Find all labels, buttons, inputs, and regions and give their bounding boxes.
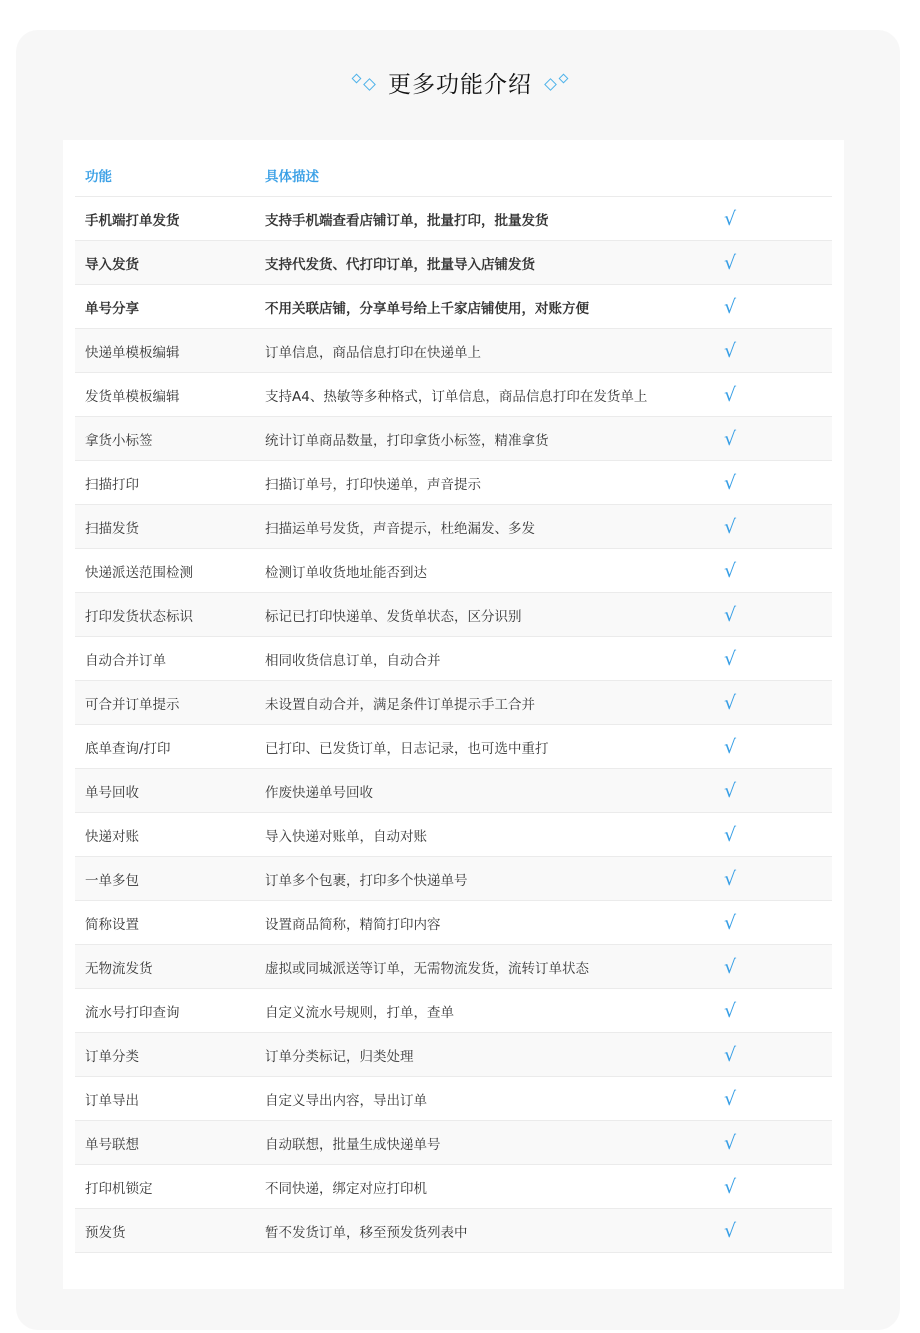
table-row <box>75 637 832 681</box>
feature-name: 单号联想 <box>85 1136 139 1153</box>
feature-name: 订单导出 <box>85 1092 139 1109</box>
checkmark-icon: √ <box>724 383 737 406</box>
feature-name: 订单分类 <box>85 1048 139 1065</box>
feature-description: 作废快递单号回收 <box>265 784 373 801</box>
feature-description: 自定义流水号规则，打单，查单 <box>265 1004 454 1021</box>
feature-description: 不用关联店铺，分享单号给上千家店铺使用，对账方便 <box>265 300 589 317</box>
diamond-icon <box>363 78 376 91</box>
checkmark-icon: √ <box>724 559 737 582</box>
feature-description: 统计订单商品数量，打印拿货小标签，精准拿货 <box>265 432 549 449</box>
table-row <box>75 989 832 1033</box>
checkmark-icon: √ <box>724 779 737 802</box>
checkmark-icon: √ <box>724 867 737 890</box>
feature-description: 设置商品简称，精简打印内容 <box>265 916 441 933</box>
feature-name: 单号分享 <box>85 300 139 317</box>
table-row <box>75 901 832 945</box>
checkmark-icon: √ <box>724 1219 737 1242</box>
table-header-row <box>75 154 832 197</box>
diamond-icon <box>544 78 557 91</box>
diamond-icon <box>352 73 362 83</box>
feature-name: 可合并订单提示 <box>85 696 180 713</box>
table-row <box>75 857 832 901</box>
diamond-icon <box>559 73 569 83</box>
table-row <box>75 725 832 769</box>
feature-name: 发货单模板编辑 <box>85 388 180 405</box>
page-title: 更多功能介绍 <box>388 71 532 98</box>
table-row <box>75 945 832 989</box>
table-row <box>75 461 832 505</box>
checkmark-icon: √ <box>724 823 737 846</box>
feature-description: 订单多个包裹，打印多个快递单号 <box>265 872 468 889</box>
checkmark-icon: √ <box>724 515 737 538</box>
feature-description: 暂不发货订单，移至预发货列表中 <box>265 1224 468 1241</box>
column-header-feature: 功能 <box>85 169 112 185</box>
table-row <box>75 417 832 461</box>
table-row <box>75 1165 832 1209</box>
table-row <box>75 329 832 373</box>
feature-name: 快递对账 <box>85 828 139 845</box>
feature-description: 自动联想，批量生成快递单号 <box>265 1136 441 1153</box>
feature-description: 支持手机端查看店铺订单，批量打印，批量发货 <box>265 212 549 229</box>
table-row <box>75 505 832 549</box>
feature-name: 打印机锁定 <box>85 1180 153 1197</box>
checkmark-icon: √ <box>724 251 737 274</box>
feature-description: 已打印、已发货订单，日志记录，也可选中重打 <box>265 740 549 757</box>
feature-description: 扫描订单号，打印快递单，声音提示 <box>265 476 481 493</box>
table-row <box>75 1077 832 1121</box>
feature-description: 不同快递，绑定对应打印机 <box>265 1180 427 1197</box>
feature-name: 拿货小标签 <box>85 432 153 449</box>
checkmark-icon: √ <box>724 427 737 450</box>
table-row <box>75 813 832 857</box>
section-header <box>0 62 920 102</box>
table-row <box>75 769 832 813</box>
table-row <box>75 549 832 593</box>
table-row <box>75 197 832 241</box>
checkmark-icon: √ <box>724 999 737 1022</box>
feature-name: 快递单模板编辑 <box>85 344 180 361</box>
checkmark-icon: √ <box>724 339 737 362</box>
checkmark-icon: √ <box>724 471 737 494</box>
feature-description: 扫描运单号发货，声音提示，杜绝漏发、多发 <box>265 520 535 537</box>
feature-name: 扫描打印 <box>85 476 139 493</box>
table-row <box>75 1209 832 1253</box>
feature-description: 自定义导出内容，导出订单 <box>265 1092 427 1109</box>
checkmark-icon: √ <box>724 1175 737 1198</box>
left-diamond-decoration-icon <box>353 72 374 92</box>
feature-name: 手机端打单发货 <box>85 212 180 229</box>
feature-name: 导入发货 <box>85 256 139 273</box>
feature-description: 标记已打印快递单、发货单状态，区分识别 <box>265 608 522 625</box>
feature-name: 扫描发货 <box>85 520 139 537</box>
checkmark-icon: √ <box>724 911 737 934</box>
feature-table <box>75 154 832 1253</box>
checkmark-icon: √ <box>724 691 737 714</box>
table-row <box>75 1121 832 1165</box>
feature-description: 支持A4、热敏等多种格式，订单信息，商品信息打印在发货单上 <box>265 388 648 405</box>
column-header-description: 具体描述 <box>265 169 319 185</box>
feature-description: 检测订单收货地址能否到达 <box>265 564 427 581</box>
feature-name: 预发货 <box>85 1224 126 1241</box>
feature-description: 订单分类标记，归类处理 <box>265 1048 414 1065</box>
checkmark-icon: √ <box>724 207 737 230</box>
feature-description: 未设置自动合并，满足条件订单提示手工合并 <box>265 696 535 713</box>
feature-name: 无物流发货 <box>85 960 153 977</box>
feature-name: 快递派送范围检测 <box>85 564 193 581</box>
checkmark-icon: √ <box>724 1131 737 1154</box>
checkmark-icon: √ <box>724 1087 737 1110</box>
table-row <box>75 593 832 637</box>
feature-name: 单号回收 <box>85 784 139 801</box>
checkmark-icon: √ <box>724 295 737 318</box>
checkmark-icon: √ <box>724 955 737 978</box>
checkmark-icon: √ <box>724 735 737 758</box>
feature-description: 虚拟或同城派送等订单，无需物流发货，流转订单状态 <box>265 960 589 977</box>
table-row <box>75 285 832 329</box>
checkmark-icon: √ <box>724 603 737 626</box>
feature-table-card <box>63 140 844 1289</box>
table-row <box>75 241 832 285</box>
feature-description: 相同收货信息订单，自动合并 <box>265 652 441 669</box>
feature-name: 简称设置 <box>85 916 139 933</box>
checkmark-icon: √ <box>724 1043 737 1066</box>
feature-description: 支持代发货、代打印订单，批量导入店铺发货 <box>265 256 535 273</box>
table-row <box>75 373 832 417</box>
checkmark-icon: √ <box>724 647 737 670</box>
feature-name: 底单查询/打印 <box>85 740 171 757</box>
table-row <box>75 1033 832 1077</box>
feature-name: 打印发货状态标识 <box>85 608 193 625</box>
feature-name: 自动合并订单 <box>85 652 166 669</box>
feature-name: 流水号打印查询 <box>85 1004 180 1021</box>
feature-description: 订单信息，商品信息打印在快递单上 <box>265 344 481 361</box>
table-row <box>75 681 832 725</box>
feature-description: 导入快递对账单，自动对账 <box>265 828 427 845</box>
feature-name: 一单多包 <box>85 872 139 889</box>
right-diamond-decoration-icon <box>546 72 567 92</box>
